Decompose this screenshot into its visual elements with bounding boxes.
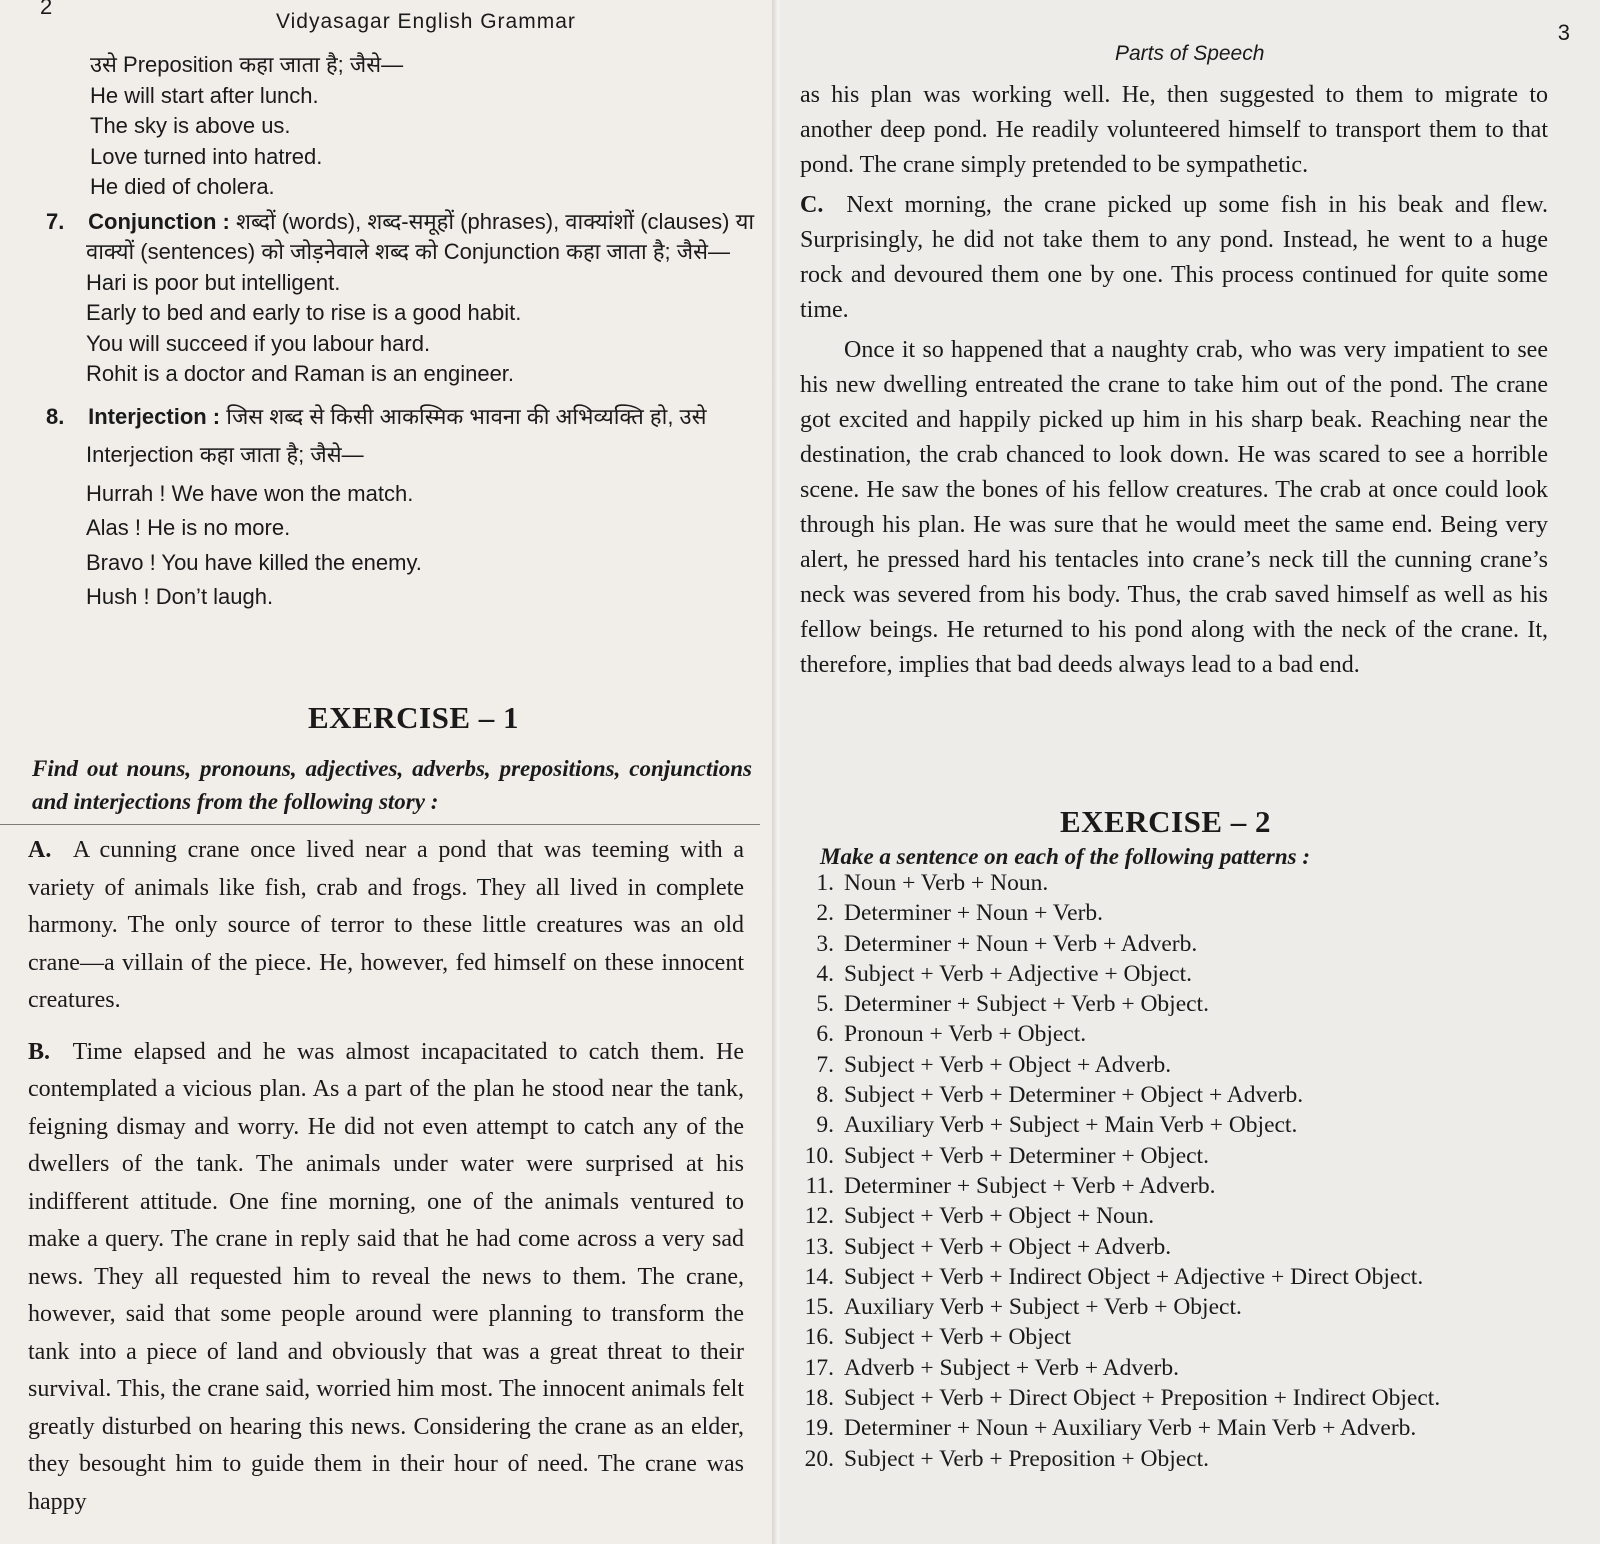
pattern-text: Determiner + Subject + Verb + Object. xyxy=(844,991,1209,1018)
pattern-text: Subject + Verb + Indirect Object + Adjective + Direct Object. xyxy=(844,1263,1424,1290)
pattern-text: Subject + Verb + Direct Object + Preposition + Indirect Object. xyxy=(844,1385,1441,1412)
conjunction-number: 7. xyxy=(46,208,65,234)
interjection-example: Alas ! He is no more. xyxy=(86,515,291,540)
interjection-number: 8. xyxy=(46,403,65,429)
pattern-text: Determiner + Noun + Verb. xyxy=(844,900,1104,927)
continuation-paragraph: as his plan was working well. He, then suggested to them to migrate to another deep pond. He readily volunteered himself to transport them to that pond. The crane simply pretended to be sympathetic. xyxy=(800,82,1548,178)
left-running-head: Vidyasagar English Grammar xyxy=(276,10,576,33)
pattern-item xyxy=(790,1080,1440,1110)
paragraph-b-text: Time elapsed and he was almost incapacitated to catch them. He contemplated a vicious plan. As a part of the plan he stood near the tank, feigning dismay and worry. He did not even attempt to catch any of the dwellers of the tank. The animals under water were surprised at his indifferent attitude. One fine morning, one of the animals ventured to make a query. The crane in reply said that he had come across a very sad news. They all requested him to reveal the news to them. The crane, however, said that some people around were planning to transform the tank into a piece of land and obviously that was a great threat to their survival. This, the crane said, worried him most. The innocent animals felt greatly disturbed on hearing this news. Considering the crane as an elder, they besought him to guide them in their hour of need. The crane was happy xyxy=(28,1038,744,1515)
left-page-number: 2 xyxy=(40,0,53,19)
pattern-number: 1. xyxy=(816,870,834,896)
right-running-head: Parts of Speech xyxy=(1115,42,1265,65)
pattern-number: 2. xyxy=(816,900,834,927)
paragraph-c xyxy=(800,188,1548,328)
pattern-item xyxy=(790,959,1440,989)
interjection-definition-cont: Interjection कहा जाता है; जैसे— xyxy=(86,442,364,467)
conjunction-example: Rohit is a doctor and Raman is an engineer. xyxy=(86,361,515,386)
pattern-text: Determiner + Noun + Auxiliary Verb + Main Verb + Adverb. xyxy=(844,1415,1417,1442)
conjunction-definition-cont: वाक्यों (sentences) को जोड़नेवाले शब्द को Conjunction कहा जाता है; जैसे— xyxy=(86,239,730,264)
conjunction-example: You will succeed if you labour hard. xyxy=(86,330,431,356)
story-continuation xyxy=(800,78,1548,683)
pattern-text: Subject + Verb + Preposition + Object. xyxy=(844,1445,1210,1472)
pattern-item xyxy=(790,1322,1440,1352)
pattern-number: 10. xyxy=(804,1142,834,1169)
pattern-number: 20. xyxy=(804,1445,834,1472)
pattern-item xyxy=(790,1413,1440,1443)
pattern-number: 12. xyxy=(804,1203,834,1230)
pattern-list xyxy=(790,868,1440,1474)
pattern-number: 5. xyxy=(816,991,834,1018)
pattern-text: Noun + Verb + Noun. xyxy=(844,870,1049,896)
pattern-item xyxy=(790,1050,1440,1080)
pattern-item xyxy=(790,1383,1440,1413)
interjection-example: Hurrah ! We have won the match. xyxy=(86,480,414,506)
exercise-1-story xyxy=(28,832,744,1521)
pattern-text: Subject + Verb + Adjective + Object. xyxy=(844,960,1193,987)
pattern-item xyxy=(790,1262,1440,1292)
pattern-number: 16. xyxy=(804,1324,834,1351)
preposition-intro: उसे Preposition कहा जाता है; जैसे— xyxy=(90,52,404,77)
pattern-item xyxy=(790,1292,1440,1322)
right-page xyxy=(780,0,1600,1544)
interjection-definition: जिस शब्द से किसी आकस्मिक भावना की अभिव्यक्ति हो, उसे xyxy=(226,403,707,429)
left-body xyxy=(22,50,755,613)
paragraph-c-label: C. xyxy=(800,192,824,218)
pattern-number: 19. xyxy=(804,1415,834,1442)
pattern-number: 14. xyxy=(804,1263,834,1290)
pattern-number: 7. xyxy=(816,1051,834,1078)
pattern-item xyxy=(790,1110,1440,1140)
pattern-item xyxy=(790,1019,1440,1049)
pattern-number: 9. xyxy=(816,1112,834,1139)
exercise-2-instruction: Make a sentence on each of the following patterns : xyxy=(820,844,1311,869)
interjection-example: Bravo ! You have killed the enemy. xyxy=(86,549,422,575)
pattern-number: 15. xyxy=(804,1294,834,1321)
pattern-number: 3. xyxy=(816,930,834,957)
paragraph-a-text: A cunning crane once lived near a pond that was teeming with a variety of animals like fish, crab and frogs. They all lived in complete harmony. The only source of terror to these little creatures was an old crane—a villain of the piece. He, however, fed himself on these innocent creatures. xyxy=(28,837,745,1013)
preposition-example: Love turned into hatred. xyxy=(90,143,323,169)
exercise-2-title: EXERCISE – 2 xyxy=(1060,804,1271,839)
pattern-item xyxy=(790,1444,1440,1474)
pattern-text: Subject + Verb + Object xyxy=(844,1324,1072,1351)
pattern-text: Subject + Verb + Object + Adverb. xyxy=(844,1233,1172,1260)
conjunction-example: Hari is poor but intelligent. xyxy=(86,269,341,295)
pattern-text: Pronoun + Verb + Object. xyxy=(844,1021,1087,1048)
pattern-text: Subject + Verb + Determiner + Object + Adverb. xyxy=(844,1082,1304,1109)
pattern-text: Subject + Verb + Object + Adverb. xyxy=(844,1051,1172,1078)
pattern-number: 4. xyxy=(816,960,834,987)
pattern-number: 13. xyxy=(804,1233,834,1260)
paragraph-ending: Once it so happened that a naughty crab, who was very impatient to see his new dwelling entreated the crane to take him out of the pond. The crane got excited and happily picked up him in his sharp beak. Reaching near the destination, the crab chanced to look down. He was scared to see a horrible scene. He saw the bones of his fellow creatures. The crab at once could look through his plan. He was sure that he would meet the same end. Being very alert, he pressed hard his tentacles into crane’s neck till the cunning crane’s neck was severed from his body. Thus, the crab saved himself as well as his fellow beings. He returned to his pond along with the neck of the crane. It, therefore, implies that bad deeds always lead to a bad end. xyxy=(800,337,1548,678)
pattern-item xyxy=(790,1232,1440,1262)
pattern-text: Auxiliary Verb + Subject + Main Verb + Object. xyxy=(844,1112,1298,1139)
pattern-number: 8. xyxy=(816,1082,834,1109)
preposition-example: He will start after lunch. xyxy=(90,82,319,108)
interjection-term: Interjection : xyxy=(88,403,221,429)
preposition-example: The sky is above us. xyxy=(90,113,291,138)
pattern-text: Subject + Verb + Determiner + Object. xyxy=(844,1142,1209,1169)
pattern-text: Subject + Verb + Object + Noun. xyxy=(844,1203,1155,1230)
pattern-item xyxy=(790,1353,1440,1383)
pattern-text: Auxiliary Verb + Subject + Verb + Object. xyxy=(844,1294,1242,1321)
conjunction-example: Early to bed and early to rise is a good habit. xyxy=(86,300,522,325)
pattern-text: Adverb + Subject + Verb + Adverb. xyxy=(844,1354,1179,1381)
paragraph-b-label: B. xyxy=(28,1038,51,1065)
exercise-1-instruction: Find out nouns, pronouns, adjectives, adverbs, prepositions, conjunctions and interjections from the following story : xyxy=(32,756,752,814)
paragraph-b xyxy=(28,1034,744,1522)
preposition-example: He died of cholera. xyxy=(90,174,275,199)
pattern-number: 17. xyxy=(804,1354,834,1381)
pattern-text: Determiner + Noun + Verb + Adverb. xyxy=(844,930,1198,957)
paragraph-a-label: A. xyxy=(28,837,52,863)
right-page-number: 3 xyxy=(1557,20,1570,45)
conjunction-definition: शब्दों (words), शब्द-समूहों (phrases), वाक्यांशों (clauses) या xyxy=(236,208,755,234)
pattern-item xyxy=(790,1171,1440,1201)
exercise-1-title: EXERCISE – 1 xyxy=(308,700,519,735)
pattern-text: Determiner + Subject + Verb + Adverb. xyxy=(844,1172,1216,1199)
pattern-number: 6. xyxy=(816,1021,834,1048)
pattern-item xyxy=(790,898,1440,928)
pattern-item xyxy=(790,989,1440,1019)
paragraph-c-text: Next morning, the crane picked up some fish in his beak and flew. Surprisingly, he did not take them to any pond. Instead, he went to a huge rock and devoured them one by one. This process continued for quite some time. xyxy=(800,192,1549,323)
paragraph-a xyxy=(28,832,744,1020)
pattern-number: 11. xyxy=(805,1172,834,1199)
conjunction-heading xyxy=(22,207,755,238)
divider xyxy=(0,824,760,825)
pattern-item xyxy=(790,1201,1440,1231)
interjection-heading xyxy=(22,402,752,433)
pattern-item xyxy=(790,929,1440,959)
pattern-item xyxy=(790,868,1440,898)
conjunction-term: Conjunction : xyxy=(88,208,230,234)
left-page xyxy=(0,0,775,1544)
interjection-example: Hush ! Don’t laugh. xyxy=(86,584,274,609)
pattern-item xyxy=(790,1141,1440,1171)
pattern-number: 18. xyxy=(804,1385,834,1412)
